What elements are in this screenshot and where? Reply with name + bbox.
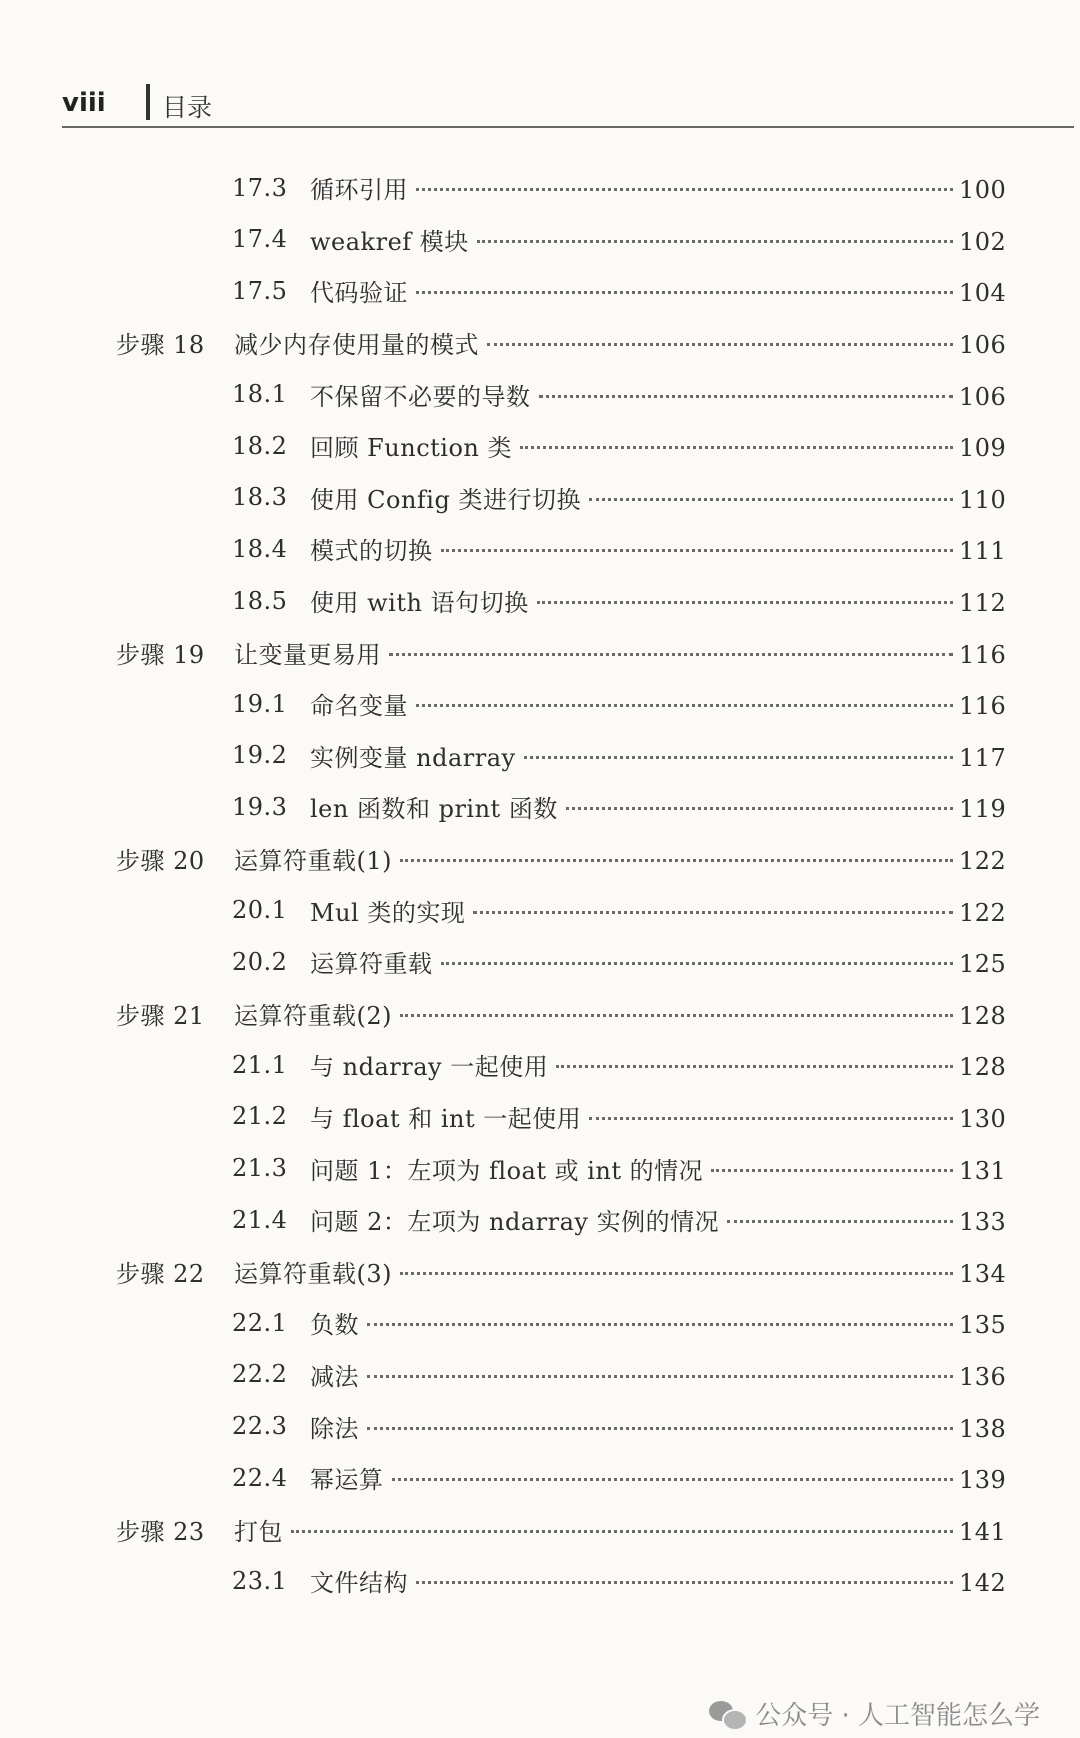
- toc-entry: [310, 944, 1005, 979]
- toc-entry: [310, 1047, 1005, 1082]
- dot-leader: [537, 601, 953, 604]
- toc-section-row[interactable]: [0, 1039, 1080, 1091]
- header-divider: [146, 84, 150, 120]
- toc-section-row[interactable]: [0, 936, 1080, 988]
- toc-entry-title: 与 ndarray 一起使用: [310, 1053, 549, 1082]
- toc-section-row[interactable]: [0, 162, 1080, 214]
- toc-entry: [310, 686, 1005, 721]
- toc-entry-page: 122: [959, 898, 1007, 927]
- toc-entry-number: 22.4: [232, 1463, 288, 1492]
- toc-entry-page: 106: [959, 331, 1007, 360]
- toc-entry-title: 运算符重载: [310, 950, 433, 979]
- toc-entry: [310, 273, 1005, 308]
- toc-section-row[interactable]: [0, 472, 1080, 524]
- toc-entry-number: 18.4: [232, 534, 288, 563]
- toc-entry-title: 文件结构: [310, 1569, 408, 1598]
- toc-entry-title: 问题 2：左项为 ndarray 实例的情况: [310, 1208, 720, 1237]
- toc-entry: [310, 1202, 1005, 1237]
- toc-entry-number: 步骤 23: [116, 1517, 205, 1546]
- toc-entry: [310, 1563, 1005, 1598]
- toc-entry: [234, 996, 1005, 1031]
- toc-entry-page: 119: [959, 795, 1007, 824]
- dot-leader: [392, 1478, 954, 1481]
- dot-leader: [711, 1169, 953, 1172]
- toc-chapter-row[interactable]: [0, 317, 1080, 369]
- toc-entry: [310, 1357, 1005, 1392]
- toc-entry-page: 102: [959, 227, 1007, 256]
- toc-entry-number: 21.4: [232, 1205, 288, 1234]
- toc-entry-title: 不保留不必要的导数: [310, 382, 531, 411]
- toc-entry-page: 130: [959, 1104, 1007, 1133]
- dot-leader: [487, 343, 953, 346]
- toc-entry-number: 20.2: [232, 947, 288, 976]
- toc-entry-title: 使用 Config 类进行切换: [310, 485, 581, 514]
- dot-leader: [441, 962, 954, 965]
- dot-leader: [416, 704, 953, 707]
- toc-entry-number: 18.3: [232, 483, 288, 512]
- toc-section-row[interactable]: [0, 214, 1080, 266]
- toc-entry-number: 21.1: [232, 1050, 288, 1079]
- header-rule: [62, 126, 1074, 128]
- toc-entry: [310, 1151, 1005, 1186]
- toc-section-row[interactable]: [0, 420, 1080, 472]
- toc-entry-title: 问题 1：左项为 float 或 int 的情况: [310, 1156, 704, 1185]
- toc-entry-number: 步骤 22: [116, 1259, 205, 1288]
- toc-entry-title: 负数: [310, 1311, 359, 1340]
- page-number: viii: [62, 88, 106, 118]
- toc-entry: [310, 531, 1005, 566]
- toc-entry: [234, 1512, 1005, 1547]
- toc-entry-page: 116: [959, 692, 1007, 721]
- toc-entry-number: 19.3: [232, 792, 288, 821]
- header-title: 目录: [162, 93, 213, 122]
- toc-entry-title: Mul 类的实现: [310, 898, 466, 927]
- toc-entry-page: 111: [959, 537, 1007, 566]
- toc-section-row[interactable]: [0, 265, 1080, 317]
- toc-entry: [234, 1254, 1005, 1289]
- toc-entry-title: 除法: [310, 1414, 359, 1443]
- toc-entry-number: 22.1: [232, 1308, 288, 1337]
- toc-entry-title: 运算符重载(2): [234, 1001, 392, 1030]
- dot-leader: [367, 1375, 953, 1378]
- dot-leader: [524, 756, 953, 759]
- dot-leader: [556, 1065, 953, 1068]
- toc-entry: [310, 1305, 1005, 1340]
- toc-entry-page: 100: [959, 176, 1007, 205]
- dot-leader: [473, 911, 953, 914]
- toc-section-row[interactable]: [0, 1142, 1080, 1194]
- toc-entry: [310, 1099, 1005, 1134]
- toc-entry-number: 19.1: [232, 689, 288, 718]
- toc-section-row[interactable]: [0, 1349, 1080, 1401]
- toc-entry-page: 112: [959, 589, 1007, 618]
- toc-entry-title: 减少内存使用量的模式: [234, 331, 479, 360]
- toc-entry-number: 21.2: [232, 1102, 288, 1131]
- dot-leader: [400, 1014, 953, 1017]
- toc-entry-page: 109: [959, 434, 1007, 463]
- dot-leader: [539, 395, 954, 398]
- toc-entry-title: len 函数和 print 函数: [310, 795, 558, 824]
- toc-entry-page: 128: [959, 1001, 1007, 1030]
- toc-entry-title: 循环引用: [310, 176, 408, 205]
- toc-chapter-row[interactable]: [0, 626, 1080, 678]
- dot-leader: [589, 498, 953, 501]
- toc-entry-page: 134: [959, 1259, 1007, 1288]
- toc-entry-page: 139: [959, 1466, 1007, 1495]
- toc-entry: [234, 841, 1005, 876]
- toc-entry: [310, 480, 1005, 515]
- toc-entry-title: 命名变量: [310, 692, 408, 721]
- toc-entry-page: 128: [959, 1053, 1007, 1082]
- toc-section-row[interactable]: [0, 1091, 1080, 1143]
- dot-leader: [400, 1272, 953, 1275]
- toc-entry-number: 17.3: [232, 173, 288, 202]
- toc-entry-number: 步骤 19: [116, 640, 205, 669]
- toc-entry-number: 步骤 21: [116, 1001, 205, 1030]
- toc-section-row[interactable]: [0, 523, 1080, 575]
- toc-entry-title: 运算符重载(1): [234, 847, 392, 876]
- toc-section-row[interactable]: [0, 1555, 1080, 1607]
- wechat-icon: [709, 1699, 745, 1729]
- dot-leader: [727, 1220, 953, 1223]
- toc-section-row[interactable]: [0, 1400, 1080, 1452]
- toc-entry-title: 让变量更易用: [234, 640, 381, 669]
- toc-section-row[interactable]: [0, 781, 1080, 833]
- toc-chapter-row[interactable]: [0, 1245, 1080, 1297]
- dot-leader: [389, 653, 953, 656]
- toc-entry-title: 运算符重载(3): [234, 1259, 392, 1288]
- toc-entry-page: 141: [959, 1517, 1007, 1546]
- toc-entry-number: 18.2: [232, 431, 288, 460]
- watermark-text: 公众号 · 人工智能怎么学: [755, 1701, 1040, 1731]
- toc-entry-number: 19.2: [232, 741, 288, 770]
- table-of-contents: [0, 162, 1080, 1607]
- toc-entry: [234, 325, 1005, 360]
- toc-entry-title: 打包: [234, 1517, 283, 1546]
- toc-entry-page: 122: [959, 847, 1007, 876]
- toc-entry-page: 135: [959, 1311, 1007, 1340]
- toc-entry: [310, 1460, 1005, 1495]
- toc-section-row[interactable]: [0, 678, 1080, 730]
- dot-leader: [416, 1581, 953, 1584]
- toc-entry-page: 136: [959, 1362, 1007, 1391]
- toc-entry-number: 17.5: [232, 276, 288, 305]
- toc-entry-number: 22.2: [232, 1360, 288, 1389]
- watermark: [709, 1695, 1040, 1732]
- toc-entry: [310, 583, 1005, 618]
- toc-entry-number: 18.5: [232, 586, 288, 615]
- toc-entry-title: 与 float 和 int 一起使用: [310, 1104, 582, 1133]
- toc-entry-page: 133: [959, 1208, 1007, 1237]
- toc-section-row[interactable]: [0, 575, 1080, 627]
- toc-entry-page: 142: [959, 1569, 1007, 1598]
- toc-entry: [310, 738, 1005, 773]
- toc-section-row[interactable]: [0, 1452, 1080, 1504]
- dot-leader: [589, 1117, 953, 1120]
- dot-leader: [367, 1427, 953, 1430]
- toc-entry-number: 步骤 20: [116, 847, 205, 876]
- toc-entry-page: 104: [959, 279, 1007, 308]
- toc-entry: [310, 789, 1005, 824]
- toc-entry-title: 使用 with 语句切换: [310, 589, 529, 618]
- toc-entry-number: 21.3: [232, 1154, 288, 1183]
- dot-leader: [477, 240, 953, 243]
- toc-entry-page: 131: [959, 1156, 1007, 1185]
- dot-leader: [416, 188, 953, 191]
- dot-leader: [416, 291, 953, 294]
- toc-entry-page: 125: [959, 950, 1007, 979]
- toc-chapter-row[interactable]: [0, 988, 1080, 1040]
- toc-chapter-row[interactable]: [0, 833, 1080, 885]
- toc-section-row[interactable]: [0, 1194, 1080, 1246]
- toc-entry: [310, 222, 1005, 257]
- toc-entry-page: 110: [959, 485, 1007, 514]
- dot-leader: [291, 1530, 953, 1533]
- toc-entry-title: 模式的切换: [310, 537, 433, 566]
- toc-entry: [310, 170, 1005, 205]
- toc-entry: [310, 377, 1005, 412]
- toc-entry-page: 116: [959, 640, 1007, 669]
- toc-entry: [310, 1409, 1005, 1444]
- toc-entry-title: 代码验证: [310, 279, 408, 308]
- toc-section-row[interactable]: [0, 730, 1080, 782]
- dot-leader: [566, 807, 953, 810]
- toc-entry: [310, 428, 1005, 463]
- toc-entry-number: 18.1: [232, 380, 288, 409]
- toc-entry-title: 回顾 Function 类: [310, 434, 512, 463]
- toc-entry: [310, 893, 1005, 928]
- dot-leader: [441, 549, 954, 552]
- toc-entry-page: 117: [959, 743, 1007, 772]
- toc-section-row[interactable]: [0, 884, 1080, 936]
- toc-entry-number: 23.1: [232, 1566, 288, 1595]
- dot-leader: [367, 1323, 953, 1326]
- dot-leader: [400, 859, 953, 862]
- toc-entry-title: weakref 模块: [310, 227, 469, 256]
- toc-entry-number: 步骤 18: [116, 331, 205, 360]
- toc-section-row[interactable]: [0, 368, 1080, 420]
- toc-chapter-row[interactable]: [0, 1503, 1080, 1555]
- toc-entry-title: 实例变量 ndarray: [310, 743, 516, 772]
- toc-section-row[interactable]: [0, 1297, 1080, 1349]
- toc-entry-number: 17.4: [232, 225, 288, 254]
- toc-entry-title: 幂运算: [310, 1466, 384, 1495]
- toc-entry-number: 20.1: [232, 896, 288, 925]
- toc-entry-page: 138: [959, 1414, 1007, 1443]
- dot-leader: [520, 446, 953, 449]
- toc-entry-number: 22.3: [232, 1412, 288, 1441]
- page-header: [62, 78, 1074, 126]
- toc-entry-page: 106: [959, 382, 1007, 411]
- toc-entry: [234, 635, 1005, 670]
- toc-entry-title: 减法: [310, 1362, 359, 1391]
